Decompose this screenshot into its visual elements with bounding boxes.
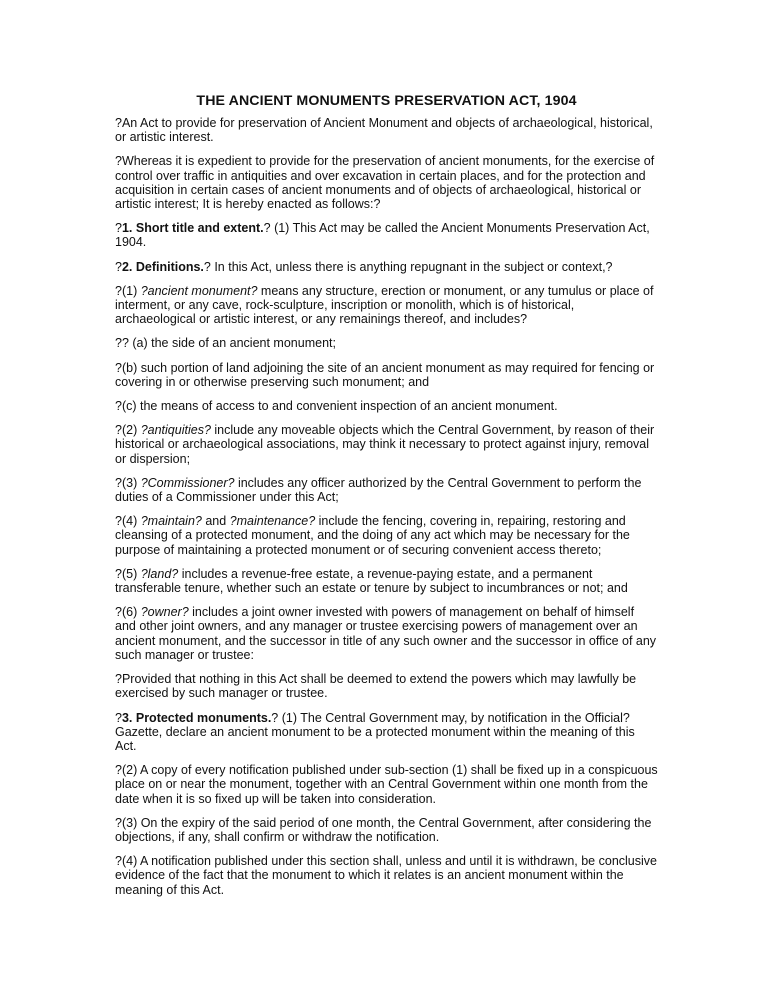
definition-antiquities: [115, 423, 658, 466]
paragraph-text: ?Whereas it is expedient to provide for the preservation of ancient monuments, for the exercise of control over traffic in antiquities and over excavation in certain places, and for the protection and acquisition in certain cases of ancient monuments and of objects of archaeological, historical or artistic interest; It is hereby enacted as follows:?: [115, 154, 655, 212]
defined-term: ?owner?: [140, 605, 189, 620]
paragraph-text: include any moveable objects which the Central Government, by reason of their historical or archaeological associations, may think it necessary to protect against injury, removal or dispersion;: [115, 423, 655, 466]
paragraph-prefix: ?: [115, 221, 122, 236]
subsection-2-paragraph: [115, 763, 658, 806]
subsection-4-paragraph: [115, 854, 658, 897]
section-3-paragraph: [115, 711, 658, 754]
defined-term: ?maintain?: [140, 514, 202, 529]
paragraph-text: ?(b) such portion of land adjoining the site of an ancient monument as may required for fencing or covering in or otherwise preserving such monument; and: [115, 360, 655, 389]
paragraph-prefix: ?(2): [115, 423, 141, 438]
paragraph-prefix: ?: [115, 259, 122, 274]
paragraph-prefix: ?: [115, 710, 122, 725]
definition-owner: [115, 605, 658, 662]
paragraph-prefix: ?(5): [115, 566, 141, 581]
definition-land: [115, 567, 658, 595]
section-2-paragraph: [115, 260, 658, 274]
paragraph-text: ?An Act to provide for preservation of Ancient Monument and objects of archaeological, historical, or artistic interest.: [115, 116, 653, 145]
paragraph-text: ?(4) A notification published under this section shall, unless and until it is withdrawn, be conclusive evidence of the fact that the monument to which it relates is an ancient monument within the meaning of this Act.: [115, 854, 657, 897]
proviso-paragraph: [115, 672, 658, 700]
paragraph-prefix: ?(4): [115, 514, 141, 529]
paragraph-prefix: ?(3): [115, 475, 141, 490]
paragraph-text: ?(2) A copy of every notification published under sub-section (1) shall be fixed up in a conspicuous place on or near the monument, together with an Central Government within one month from the date when it is so fixed up will be taken into consideration.: [115, 763, 658, 806]
paragraph-prefix: ?(6): [115, 605, 141, 620]
paragraph-text: ?(c) the means of access to and convenient inspection of an ancient monument.: [115, 399, 558, 414]
document-title: THE ANCIENT MONUMENTS PRESERVATION ACT, 1904: [196, 93, 577, 109]
paragraph-text: ?Provided that nothing in this Act shall be deemed to extend the powers which may lawfully be exercised by such manager or trustee.: [115, 672, 637, 701]
defined-term: ?land?: [140, 566, 179, 581]
definition-ancient-monument: [115, 284, 658, 327]
clause-c-paragraph: [115, 399, 658, 413]
defined-term: ?Commissioner?: [140, 475, 235, 490]
section-heading: 3. Protected monuments.: [121, 710, 272, 725]
section-heading: 2. Definitions.: [121, 259, 204, 274]
defined-term: ?antiquities?: [140, 423, 211, 438]
paragraph-text: means any structure, erection or monument, or any tumulus or place of interment, or any cave, rock-sculpture, inscription or monolith, which is of historical, archaeological or artistic interest, or any remainings thereof, and includes?: [115, 283, 654, 327]
paragraph-text: ?(3) On the expiry of the said period of one month, the Central Government, after considering the objections, if any, shall confirm or withdraw the notification.: [115, 815, 652, 844]
preamble-paragraph: [115, 116, 658, 144]
paragraph-joiner: and: [201, 514, 230, 529]
defined-term: ?ancient monument?: [140, 283, 258, 298]
paragraph-text: ? In this Act, unless there is anything repugnant in the subject or context,?: [203, 259, 613, 274]
paragraph-text: ? (1) This Act may be called the Ancient Monuments Preservation Act, 1904.: [115, 221, 650, 250]
definition-maintain: [115, 514, 658, 557]
paragraph-text: ? (1) The Central Government may, by notification in the Official? Gazette, declare an ancient monument to be a protected monument within the meaning of this Act.: [115, 710, 635, 753]
clause-b-paragraph: [115, 361, 658, 389]
section-heading: 1. Short title and extent.: [121, 221, 264, 236]
definition-commissioner: [115, 476, 658, 504]
paragraph-text: include the fencing, covering in, repairing, restoring and cleansing of a protected monument, and the doing of any act which may be necessary for the purpose of maintaining a protected monument or of securing convenient access thereto;: [115, 514, 630, 557]
section-1-paragraph: [115, 221, 658, 249]
defined-term: ?maintenance?: [229, 514, 316, 529]
clause-a-paragraph: [115, 336, 658, 350]
paragraph-text: ?? (a) the side of an ancient monument;: [115, 336, 336, 351]
paragraph-text: includes any officer authorized by the Central Government to perform the duties of a Commissioner under this Act;: [115, 475, 642, 505]
paragraph-prefix: ?(1): [115, 283, 141, 298]
subsection-3-paragraph: [115, 816, 658, 844]
whereas-paragraph: [115, 154, 658, 211]
paragraph-text: includes a revenue-free estate, a revenue-paying estate, and a permanent transferable tenure, whether such an estate or tenure by subject to incumbrances or not; and: [115, 566, 628, 596]
paragraph-text: includes a joint owner invested with powers of management on behalf of himself and other joint owners, and any manager or trustee exercising powers of management over an ancient monument, and the successor in title of any such owner and the successor in office of any such manager or trustee:: [115, 605, 657, 662]
